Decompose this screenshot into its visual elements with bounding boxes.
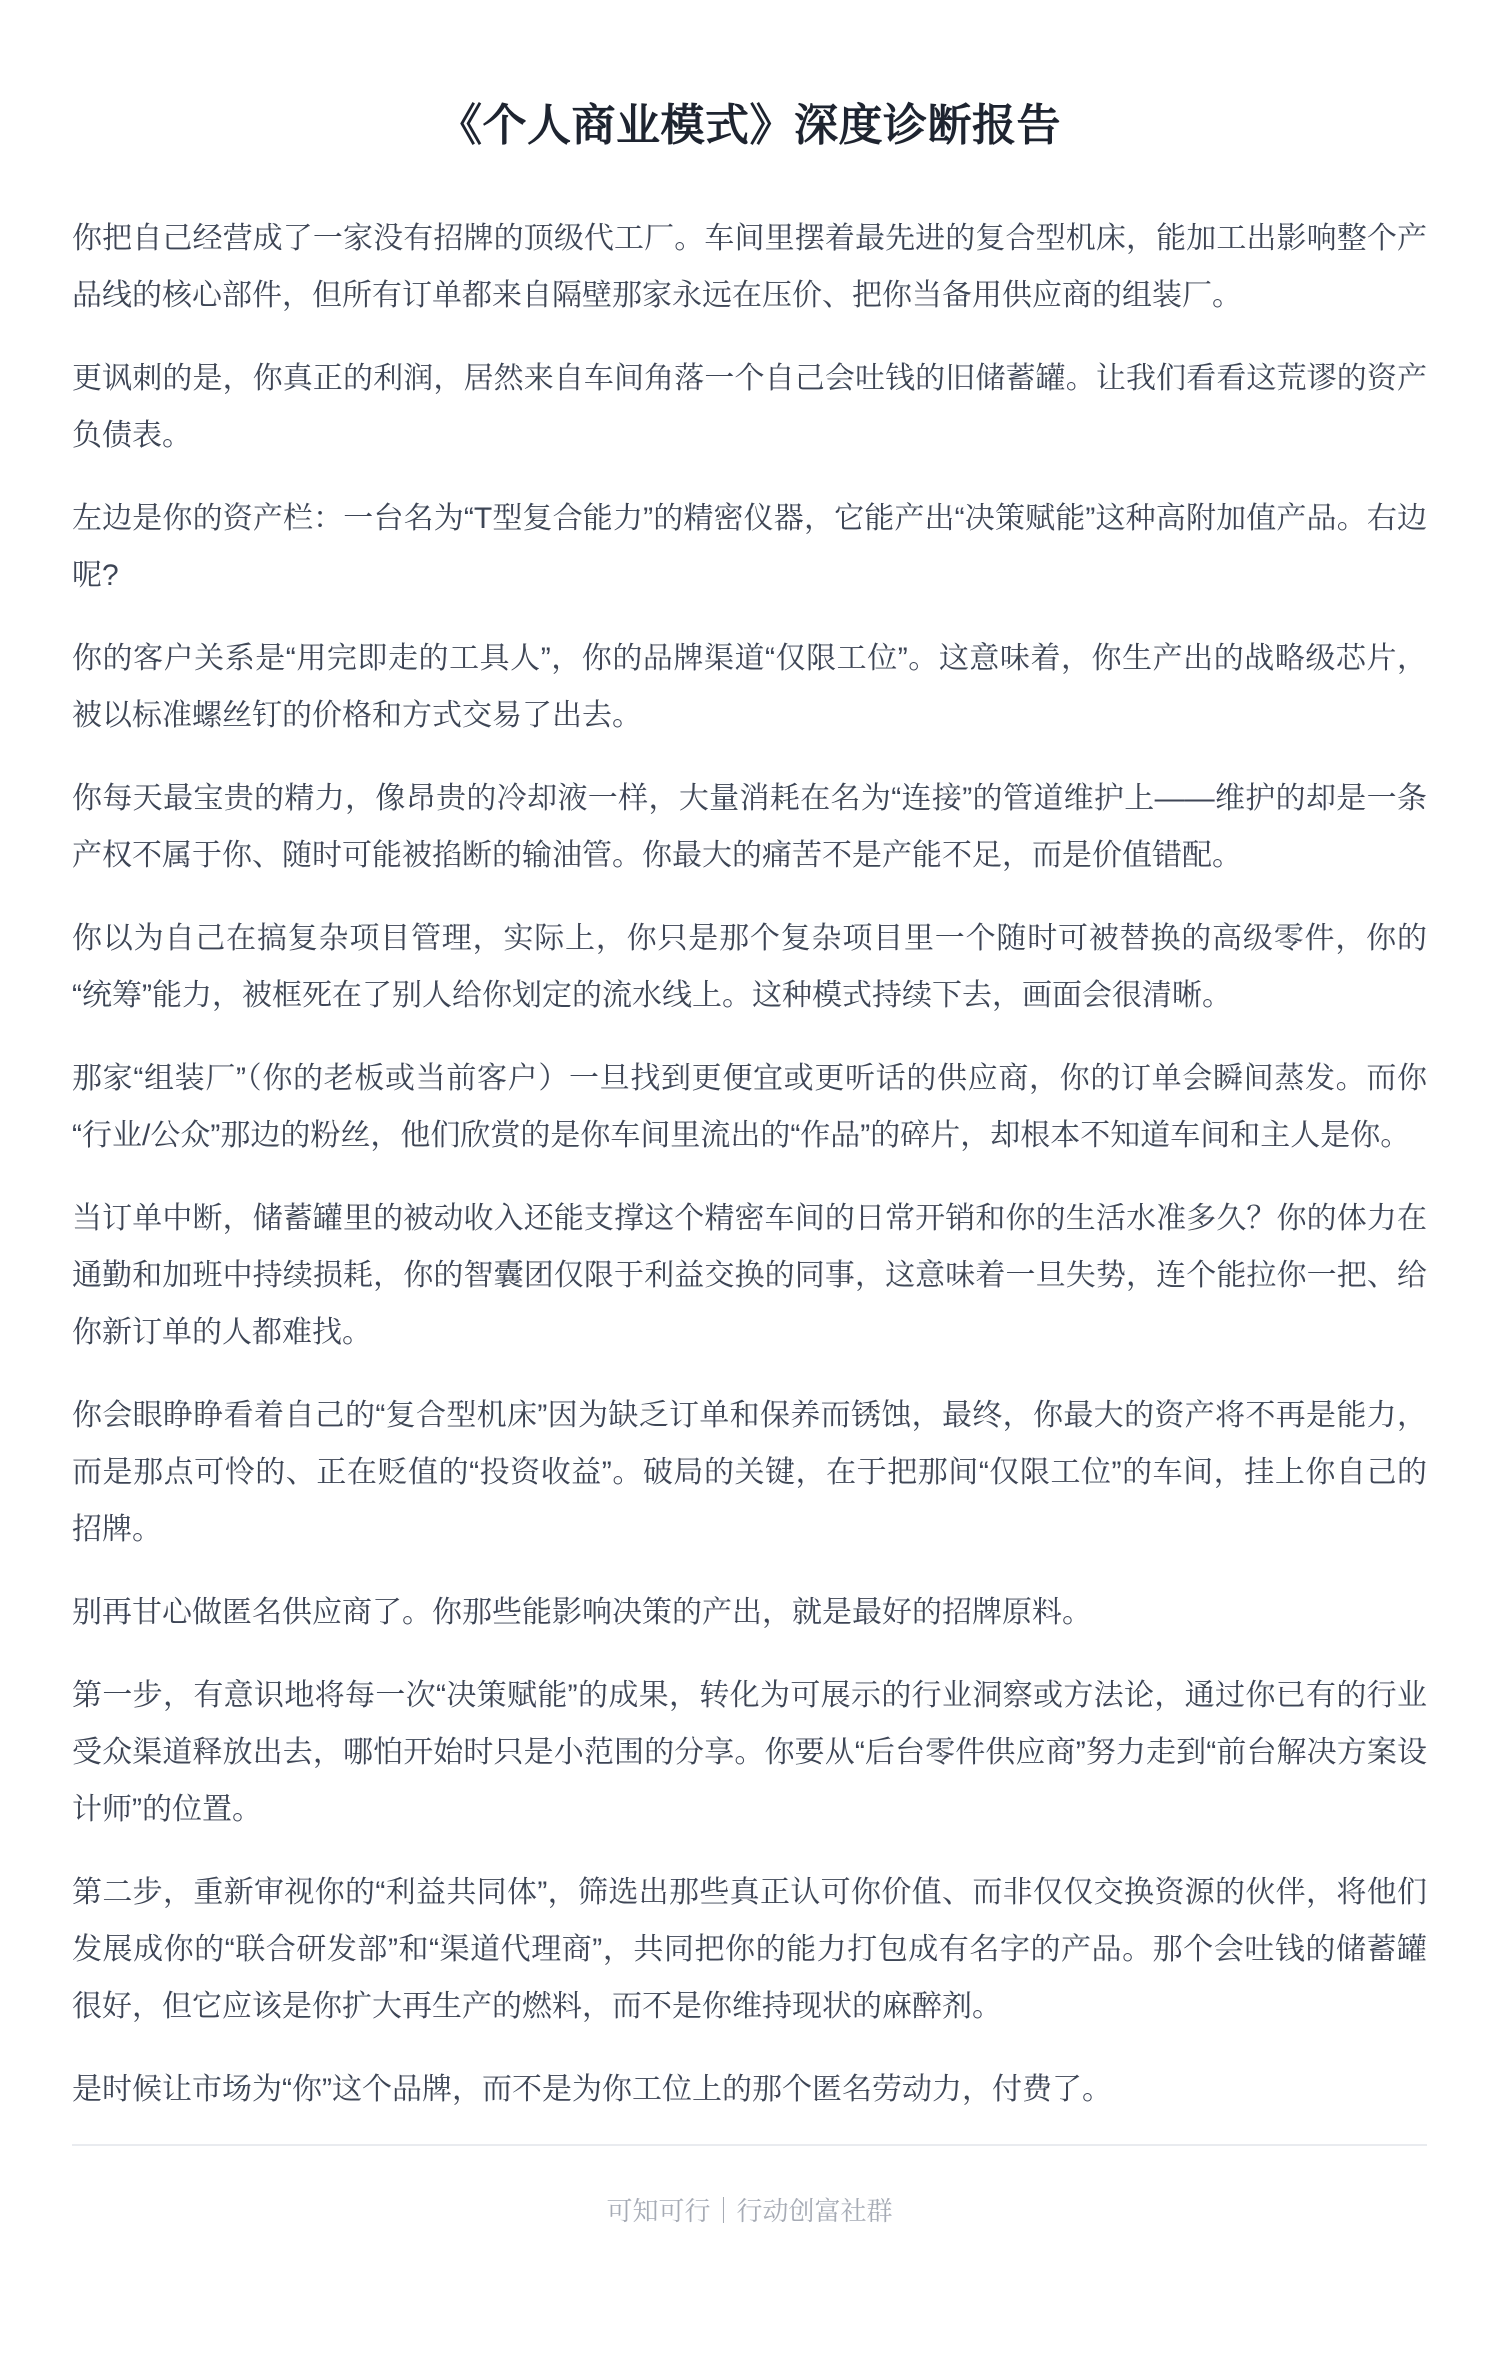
paragraph: 别再甘心做匿名供应商了。你那些能影响决策的产出，就是最好的招牌原料。 <box>72 1596 1092 1629</box>
paragraph: 第一步，有意识地将每一次“决策赋能”的成果，转化为可展示的行业洞察或方法论，通过你已有的行业受众渠道释放出去，哪怕开始时只是小范围的分享。你要从“后台零件供应商”努力走到“前台解决方案设计师”的位置。 <box>72 1679 1427 1826</box>
paragraph: 是时候让市场为“你”这个品牌，而不是为你工位上的那个匿名劳动力，付费了。 <box>72 2073 1112 2106</box>
page-title: 《个人商业模式》深度诊断报告 <box>438 101 1061 150</box>
paragraph: 左边是你的资产栏：一台名为“T型复合能力”的精密仪器，它能产出“决策赋能”这种高附加值产品。右边呢? <box>72 502 1427 592</box>
paragraph: 当订单中断，储蓄罐里的被动收入还能支撑这个精密车间的日常开销和你的生活水准多久？你的体力在通勤和加班中持续损耗，你的智囊团仅限于利益交换的同事，这意味着一旦失势，连个能拉你一把、给你新订单的人都难找。 <box>72 1202 1427 1349</box>
footer-divider <box>72 2144 1427 2146</box>
paragraph: 更讽刺的是，你真正的利润，居然来自车间角落一个自己会吐钱的旧储蓄罐。让我们看看这荒谬的资产负债表。 <box>72 362 1427 452</box>
footer-text: 可知可行｜行动创富社群 <box>606 2196 893 2226</box>
paragraph: 第二步，重新审视你的“利益共同体”，筛选出那些真正认可你价值、而非仅仅交换资源的伙伴，将他们发展成你的“联合研发部”和“渠道代理商”，共同把你的能力打包成有名字的产品。那个会吐钱的储蓄罐很好，但它应该是你扩大再生产的燃料，而不是你维持现状的麻醉剂。 <box>72 1876 1427 2023</box>
report-body <box>72 210 1427 2118</box>
paragraph: 你把自己经营成了一家没有招牌的顶级代工厂。车间里摆着最先进的复合型机床，能加工出影响整个产品线的核心部件，但所有订单都来自隔壁那家永远在压价、把你当备用供应商的组装厂。 <box>72 222 1427 312</box>
paragraph: 你以为自己在搞复杂项目管理，实际上，你只是那个复杂项目里一个随时可被替换的高级零件，你的“统筹”能力，被框死在了别人给你划定的流水线上。这种模式持续下去，画面会很清晰。 <box>72 922 1427 1012</box>
paragraph: 你的客户关系是“用完即走的工具人”，你的品牌渠道“仅限工位”。这意味着，你生产出的战略级芯片，被以标准螺丝钉的价格和方式交易了出去。 <box>72 642 1427 732</box>
paragraph: 那家“组装厂”（你的老板或当前客户）一旦找到更便宜或更听话的供应商，你的订单会瞬间蒸发。而你“行业/公众”那边的粉丝，他们欣赏的是你车间里流出的“作品”的碎片，却根本不知道车间和主人是你。 <box>72 1062 1427 1152</box>
paragraph: 你会眼睁睁看着自己的“复合型机床”因为缺乏订单和保养而锈蚀，最终，你最大的资产将不再是能力，而是那点可怜的、正在贬值的“投资收益”。破局的关键，在于把那间“仅限工位”的车间，挂上你自己的招牌。 <box>72 1399 1427 1546</box>
paragraph: 你每天最宝贵的精力，像昂贵的冷却液一样，大量消耗在名为“连接”的管道维护上——维护的却是一条产权不属于你、随时可能被掐断的输油管。你最大的痛苦不是产能不足，而是价值错配。 <box>72 782 1427 872</box>
